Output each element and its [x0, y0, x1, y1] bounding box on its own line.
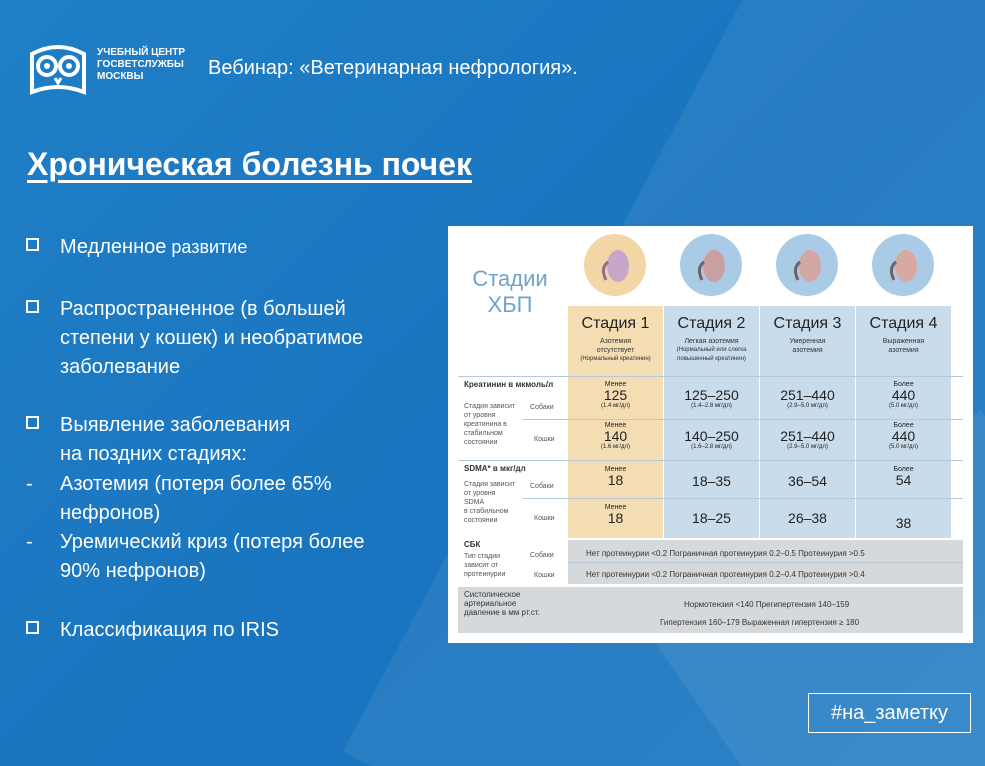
table-cell: 36–54 [788, 473, 827, 489]
divider [568, 562, 963, 563]
table-cell: Более 54 [893, 466, 914, 488]
kidney-icon [584, 234, 646, 296]
sbk-dogs-row: Нет протеинурии <0.2 Пограничная протеинурия 0.2–0.5 Протеинурия >0.5 [586, 549, 865, 558]
bullet-text: заболевание [60, 356, 181, 378]
ckd-staging-table [448, 226, 973, 643]
bullet-text: Азотемия (потеря более 65% [60, 473, 332, 495]
divider [523, 498, 963, 499]
org-name [97, 47, 185, 83]
bp-label: Систолическое артериальное давление в мм рт.ст. [464, 590, 540, 617]
table-cell: 125–250 (1.4–2.8 мг/дл) [684, 387, 739, 409]
dash-bullet-icon: - [26, 531, 33, 553]
bp-line: Нормотензия <140 Прегипертензия 140–159 [684, 600, 850, 609]
webinar-title: Вебинар: «Ветеринарная нефрология». [208, 57, 578, 79]
checkbox-bullet-icon [26, 300, 39, 313]
cats-label: Кошки [534, 436, 555, 443]
table-cell: Менее 18 [604, 466, 627, 488]
bullet-text: Распространенное (в большей [60, 298, 346, 320]
stage-header: Стадия 1 Азотемия отсутствует (Нормальный креатинин) [580, 315, 651, 362]
dogs-label: Собаки [530, 483, 554, 490]
sdma-label: SDMA* в мкг/дл [464, 464, 526, 473]
bullet-text: Медленное [60, 236, 167, 258]
bullet-text: степени у кошек) и необратимое [60, 327, 364, 349]
creatinine-label: Креатинин в мкмоль/л [464, 380, 554, 389]
table-cell: Более 440 (5.0 мг/дл) [889, 422, 918, 450]
cats-label: Кошки [534, 515, 555, 522]
stage-header: Стадия 2 Легкая азотемия (Нормальный или слегка повышенный креатинин) [676, 315, 747, 362]
table-cell: 18–25 [692, 510, 731, 526]
checkbox-bullet-icon [26, 238, 39, 251]
bp-line: Гипертензия 160–179 Выраженная гипертензия ≥ 180 [660, 618, 860, 627]
table-heading: Стадии ХБП [472, 266, 548, 317]
dogs-label: Собаки [530, 404, 554, 411]
checkbox-bullet-icon [26, 416, 39, 429]
table-cell: Менее 125 (1.4 мг/дл) [601, 381, 630, 409]
bullet-text: на поздних стадиях: [60, 443, 247, 465]
owl-book-logo-icon [28, 42, 88, 98]
table-cell: 26–38 [788, 510, 827, 526]
table-cell: 251–440 (2.9–5.0 мг/дл) [780, 387, 835, 409]
bullet-text: 90% нефронов) [60, 560, 206, 582]
creatinine-note: Стадия зависит от уровня креатинина в стабильном состоянии [464, 403, 516, 446]
org-line: МОСКВЫ [97, 71, 144, 82]
sbk-note: Тип стадии зависит от протеинурии [464, 553, 506, 578]
sbk-cats-row: Нет протеинурии <0.2 Пограничная протеинурия 0.2–0.4 Протеинурия >0.4 [586, 570, 865, 579]
stage-header: Стадия 3 Умеренная азотемия [773, 315, 842, 354]
kidney-icon [680, 234, 742, 296]
table-cell: 38 [895, 515, 912, 531]
org-line: ГОСВЕТСЛУЖБЫ [97, 59, 184, 70]
page-title: Хроническая болезнь почек [27, 146, 473, 182]
sdma-note: Стадия зависит от уровня SDMA в стабильном состоянии [464, 481, 516, 524]
dash-bullet-icon: - [26, 473, 33, 495]
table-cell: Менее 18 [604, 504, 627, 526]
org-line: УЧЕБНЫЙ ЦЕНТР [97, 47, 186, 58]
hashtag-label: #на_заметку [808, 693, 971, 733]
divider [458, 460, 963, 461]
divider [523, 419, 963, 420]
dogs-label: Собаки [530, 552, 554, 559]
cats-label: Кошки [534, 572, 555, 579]
table-cell: 140–250 (1.6–2.8 мг/дл) [684, 428, 739, 450]
kidney-icon [872, 234, 934, 296]
table-cell: 18–35 [692, 473, 731, 489]
table-cell: Менее 140 (1.6 мг/дл) [601, 422, 630, 450]
kidney-icon [776, 234, 838, 296]
bullet-text: нефронов) [60, 502, 161, 524]
sbk-label: СБК [464, 540, 481, 549]
bullet-text: Выявление заболевания [60, 414, 291, 436]
divider [458, 376, 963, 377]
checkbox-bullet-icon [26, 621, 39, 634]
bullet-text: развитие [166, 237, 248, 257]
table-cell: Более 440 (5.0 мг/дл) [889, 381, 918, 409]
table-cell: 251–440 (2.9–5.0 мг/дл) [780, 428, 835, 450]
bullet-text: Классификация по IRIS [60, 619, 279, 641]
bullet-text: Уремический криз (потеря более [60, 531, 365, 553]
stage-header: Стадия 4 Выраженная азотемия [869, 315, 938, 354]
